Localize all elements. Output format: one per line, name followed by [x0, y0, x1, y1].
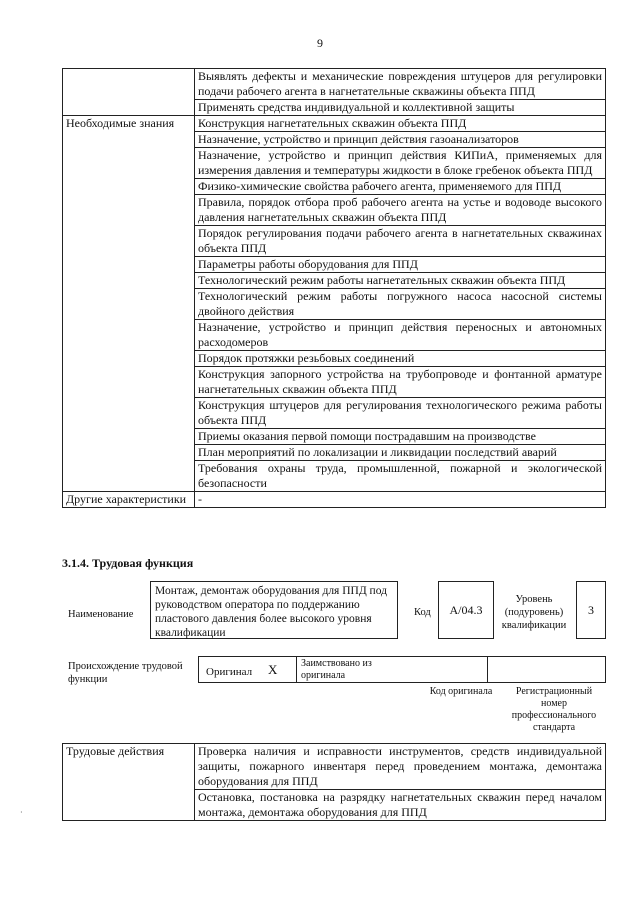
- row-label: [63, 69, 195, 116]
- row-text: Назначение, устройство и принцип действия КИПиА, применяемых для измерения давления и температуры жидкости в блоке гребенок объекта ППД: [195, 148, 606, 179]
- row-text: Выявлять дефекты и механические повреждения штуцеров для регулировки подачи рабочего агента в нагнетательные скважины объекта ППД: [195, 69, 606, 100]
- row-text: Конструкция нагнетательных скважин объекта ППД: [195, 116, 606, 132]
- row-text: План мероприятий по локализации и ликвидации последствий аварий: [195, 445, 606, 461]
- table-row: [63, 492, 606, 508]
- row-text: Порядок регулирования подачи рабочего агента в нагнетательных скважинах объекта ППД: [195, 226, 606, 257]
- row-text: Параметры работы оборудования для ППД: [195, 257, 606, 273]
- function-name-value: Монтаж, демонтаж оборудования для ППД под руководством оператора по поддержанию пластового давления более высокого уровня квалификации: [150, 581, 398, 639]
- row-text: Проверка наличия и исправности инструментов, средств индивидуальной защиты, пожарного инвентаря перед проведением монтажа, демонтажа оборудования для ППД: [195, 744, 606, 790]
- row-text: Технологический режим работы нагнетательных скважин объекта ППД: [195, 273, 606, 289]
- row-label: Другие характеристики: [63, 492, 195, 508]
- margin-mark: ·: [20, 808, 23, 817]
- knowledge-table: [62, 68, 606, 508]
- origin-label: Происхождение трудовой функции: [68, 661, 183, 685]
- level-value: 3: [576, 581, 606, 639]
- row-text: Физико-химические свойства рабочего агента, применяемого для ППД: [195, 179, 606, 195]
- original-mark: X: [268, 662, 278, 677]
- row-text: Технологический режим работы погружного насоса насосной системы двойного действия: [195, 289, 606, 320]
- table-row: [63, 69, 606, 100]
- row-label: Необходимые знания: [63, 116, 195, 492]
- table-row: [63, 116, 606, 132]
- row-text: Конструкция запорного устройства на трубопроводе и фонтанной арматуре нагнетательных скважин объекта ППД: [195, 367, 606, 398]
- row-text: Конструкция штуцеров для регулирования технологического режима работы объекта ППД: [195, 398, 606, 429]
- code-label: Код: [414, 607, 431, 618]
- borrowed-label: Заимствовано из оригинала: [301, 658, 372, 681]
- code-original-caption: Код оригинала: [429, 686, 493, 697]
- origin-divider: [296, 657, 297, 682]
- original-label: Оригинал: [206, 666, 253, 678]
- page-number: 9: [317, 36, 323, 50]
- row-text: Назначение, устройство и принцип действия газоанализаторов: [195, 132, 606, 148]
- row-text: Правила, порядок отбора проб рабочего агента на устье и водоводе высокого давления нагнетательных скважин объекта ППД: [195, 195, 606, 226]
- row-text: Требования охраны труда, промышленной, пожарной и экологической безопасности: [195, 461, 606, 492]
- row-text: Назначение, устройство и принцип действия переносных и автономных расходомеров: [195, 320, 606, 351]
- code-value: А/04.3: [438, 581, 494, 639]
- row-text: -: [195, 492, 606, 508]
- origin-box: [198, 656, 606, 683]
- labor-actions-table: [62, 743, 606, 821]
- row-text: Приемы оказания первой помощи пострадавшим на производстве: [195, 429, 606, 445]
- origin-divider: [487, 657, 488, 682]
- row-text: Применять средства индивидуальной и коллективной защиты: [195, 100, 606, 116]
- table-row: [63, 744, 606, 790]
- row-text: Остановка, постановка на разрядку нагнетательных скважин перед началом монтажа, демонтажа оборудования для ППД: [195, 790, 606, 821]
- reg-number-caption: Регистрационный номер профессионального стандарта: [511, 686, 597, 733]
- section-title: 3.1.4. Трудовая функция: [62, 556, 194, 570]
- row-text: Порядок протяжки резьбовых соединений: [195, 351, 606, 367]
- name-label: Наименование: [68, 609, 134, 620]
- row-label: Трудовые действия: [63, 744, 195, 821]
- level-label: Уровень (подуровень) квалификации: [501, 594, 567, 631]
